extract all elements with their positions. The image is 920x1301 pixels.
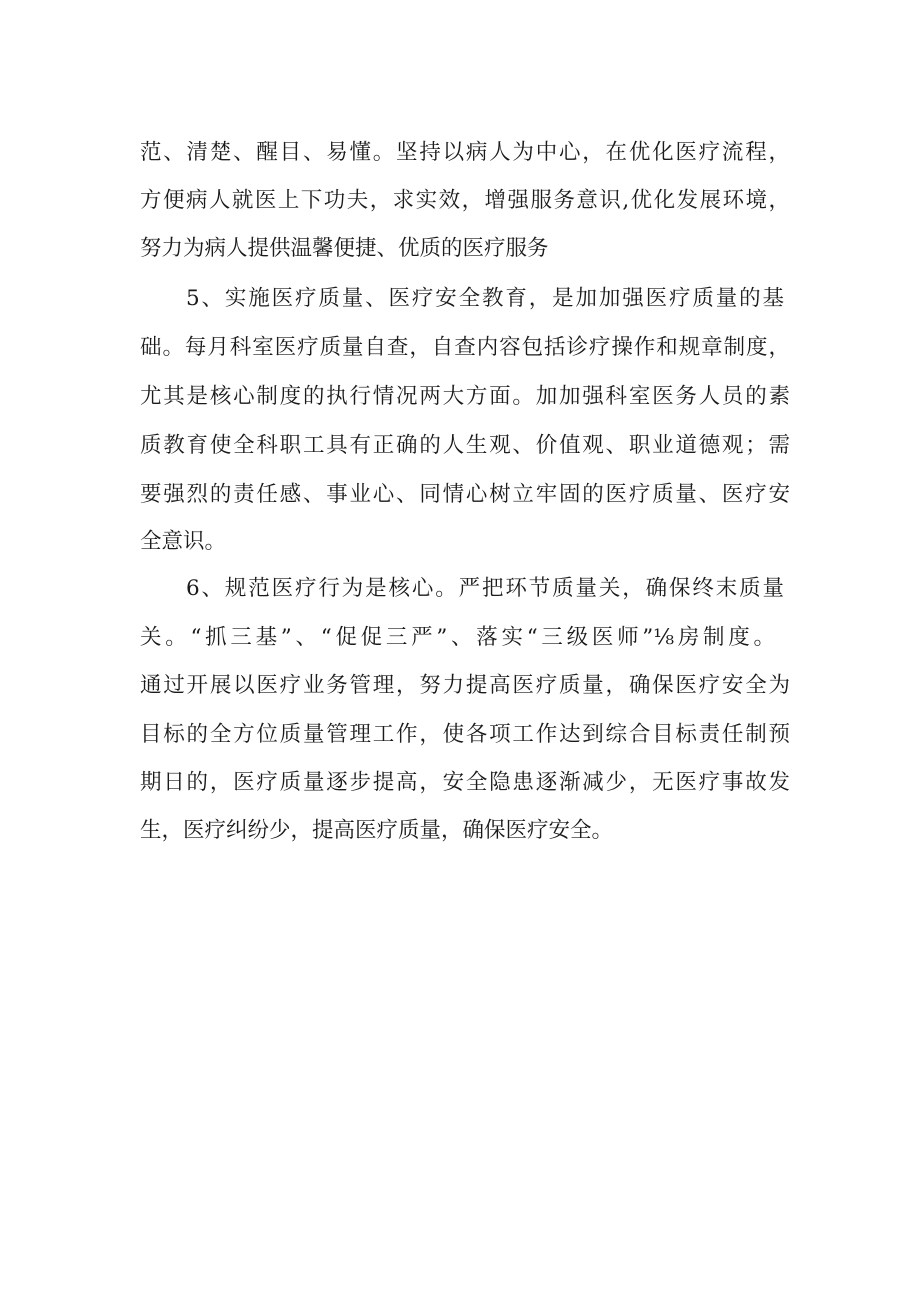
paragraph-6-line-2: 关。“抓三基”、“促促三严”、落实“三级医师”⅛房制度。 (140, 625, 775, 650)
paragraph-5-line-2: 础。每月科室医疗质量自查，自查内容包括诊疗操作和规章制度， (140, 335, 790, 360)
paragraph-1-line-1: 范、清楚、醒目、易懂。坚持以病人为中心，在优化医疗流程， (140, 140, 790, 165)
paragraph-5-line-6: 全意识。 (140, 529, 227, 554)
paragraph-6-line-6: 生，医疗纠纷少，提高医疗质量，确保医疗安全。 (140, 818, 614, 843)
paragraph-5-line-5: 要强烈的责任感、事业心、同情心树立牢固的医疗质量、医疗安 (140, 482, 790, 507)
paragraph-5-line-4: 质教育使全科职工具有正确的人生观、价值观、职业道德观；需 (140, 433, 790, 458)
paragraph-6-line-3: 通过开展以医疗业务管理，努力提高医疗质量，确保医疗安全为 (140, 673, 790, 698)
paragraph-5-line-1: 5、实施医疗质量、医疗安全教育，是加加强医疗质量的基 (186, 286, 784, 311)
paragraph-6-line-4: 目标的全方位质量管理工作，使各项工作达到综合目标责任制预 (140, 722, 790, 747)
paragraph-1-line-3: 努力为病人提供温馨便捷、优质的医疗服务 (140, 236, 549, 261)
paragraph-6-line-5: 期日的，医疗质量逐步提高，安全隐患逐渐减少，无医疗事故发 (140, 770, 790, 795)
paragraph-5-line-3: 尤其是核心制度的执行情况两大方面。加加强科室医务人员的素 (140, 384, 790, 409)
paragraph-1-line-2: 方便病人就医上下功夫，求实效，增强服务意识,优化发展环境， (140, 188, 790, 213)
paragraph-6-line-1: 6、规范医疗行为是核心。严把环节质量关，确保终末质量 (186, 576, 784, 601)
